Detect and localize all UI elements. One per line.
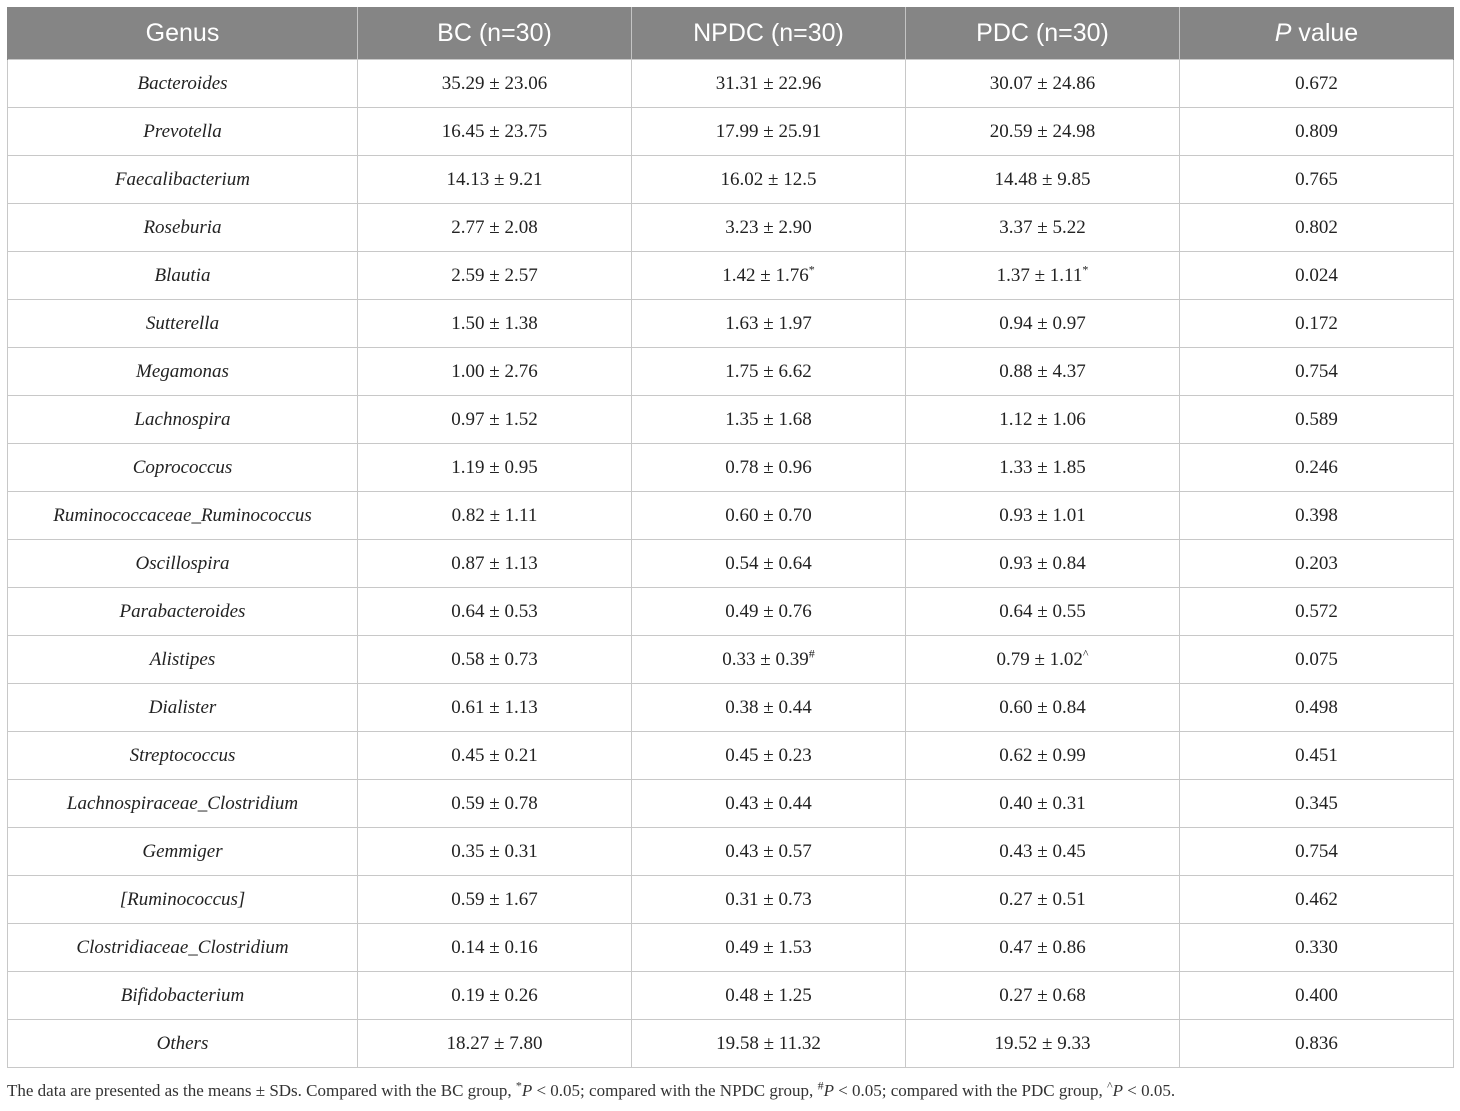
cell-p-value [1180,588,1454,636]
significance-mark: * [808,262,815,277]
cell-npdc-value: 0.49 ± 1.53 [725,936,812,958]
cell-bc-value: 0.45 ± 0.21 [451,744,538,766]
footnote-text-3: < 0.05; compared with the PDC group, [833,1081,1108,1100]
cell-pdc [906,732,1180,780]
cell-bc [358,60,632,108]
cell-npdc-value: 1.63 ± 1.97 [725,312,812,334]
cell-p-value-value: 0.075 [1295,648,1338,670]
cell-bc [358,348,632,396]
cell-p-value-value: 0.836 [1295,1032,1338,1054]
cell-genus-value: Parabacteroides [119,600,246,622]
cell-p-value-value: 0.330 [1295,936,1338,958]
cell-npdc-value: 19.58 ± 11.32 [716,1032,821,1054]
cell-npdc [632,732,906,780]
cell-genus [8,876,358,924]
cell-bc-value: 1.19 ± 0.95 [451,456,538,478]
cell-p-value-value: 0.672 [1295,72,1338,94]
cell-p-value [1180,972,1454,1020]
cell-p-value [1180,252,1454,300]
cell-genus [8,252,358,300]
cell-genus [8,348,358,396]
cell-genus-value: Faecalibacterium [114,168,251,190]
cell-bc-value: 0.82 ± 1.11 [451,504,538,526]
cell-genus-value: Lachnospiraceae_Clostridium [66,792,299,814]
cell-p-value [1180,396,1454,444]
cell-npdc [632,108,906,156]
cell-pdc [906,972,1180,1020]
cell-bc [358,540,632,588]
footnote-p-2: P [823,1081,834,1100]
cell-npdc [632,492,906,540]
cell-genus [8,540,358,588]
cell-pdc [906,348,1180,396]
table-row [8,444,1454,492]
cell-genus [8,1020,358,1068]
table-row [8,924,1454,972]
table-row [8,156,1454,204]
cell-pdc [906,156,1180,204]
cell-pdc [906,540,1180,588]
table-row [8,540,1454,588]
cell-bc [358,204,632,252]
cell-pdc-value: 1.12 ± 1.06 [999,408,1086,430]
cell-p-value-value: 0.024 [1295,264,1338,286]
cell-pdc-value: 0.62 ± 0.99 [999,744,1086,766]
table-row [8,780,1454,828]
table-row [8,684,1454,732]
cell-p-value-value: 0.345 [1295,792,1338,814]
cell-npdc-value: 0.31 ± 0.73 [725,888,812,910]
table-row [8,828,1454,876]
cell-pdc [906,252,1180,300]
cell-npdc [632,444,906,492]
cell-pdc-value: 0.88 ± 4.37 [999,360,1086,382]
cell-bc-value: 0.87 ± 1.13 [451,552,538,574]
cell-p-value [1180,876,1454,924]
cell-bc [358,636,632,684]
cell-p-value-value: 0.754 [1295,360,1338,382]
cell-p-value [1180,156,1454,204]
cell-bc-value: 16.45 ± 23.75 [441,120,548,142]
cell-pdc-value: 14.48 ± 9.85 [994,168,1091,190]
cell-bc [358,156,632,204]
table-row [8,348,1454,396]
table-footnote [7,1078,1176,1101]
cell-pdc-value: 3.37 ± 5.22 [999,216,1086,238]
cell-bc-value: 0.14 ± 0.16 [451,936,538,958]
cell-pdc-value: 1.33 ± 1.85 [999,456,1086,478]
cell-p-value-value: 0.765 [1295,168,1338,190]
cell-bc-value: 2.77 ± 2.08 [451,216,538,238]
cell-npdc [632,396,906,444]
cell-bc-value: 0.19 ± 0.26 [451,984,538,1006]
cell-npdc [632,252,906,300]
cell-p-value-value: 0.400 [1295,984,1338,1006]
table-row [8,300,1454,348]
cell-bc-value: 1.00 ± 2.76 [451,360,538,382]
cell-bc [358,444,632,492]
cell-pdc [906,780,1180,828]
cell-npdc [632,924,906,972]
cell-genus [8,444,358,492]
cell-genus [8,60,358,108]
cell-genus [8,732,358,780]
table-row [8,108,1454,156]
cell-p-value-value: 0.809 [1295,120,1338,142]
cell-pdc-value: 0.43 ± 0.45 [999,840,1086,862]
header-p-rest: value [1291,18,1359,47]
cell-pdc [906,924,1180,972]
cell-genus [8,492,358,540]
cell-npdc-value: 0.49 ± 0.76 [725,600,812,622]
cell-p-value [1180,492,1454,540]
cell-genus [8,636,358,684]
header-p-letter: P [1274,18,1292,47]
cell-bc-value: 0.58 ± 0.73 [451,648,538,670]
cell-genus-value: Alistipes [149,648,216,670]
cell-npdc [632,204,906,252]
cell-bc-value: 0.59 ± 1.67 [451,888,538,910]
cell-pdc [906,828,1180,876]
significance-mark: # [808,646,815,661]
cell-npdc [632,1020,906,1068]
cell-npdc-value: 0.38 ± 0.44 [725,696,812,718]
table-row [8,60,1454,108]
cell-pdc-value: 0.60 ± 0.84 [999,696,1086,718]
cell-bc [358,684,632,732]
cell-genus-value: Sutterella [145,312,220,334]
footnote-mark-1: * [515,1078,522,1093]
cell-p-value [1180,300,1454,348]
table-row [8,492,1454,540]
cell-bc [358,252,632,300]
cell-p-value-value: 0.246 [1295,456,1338,478]
cell-pdc-value: 0.40 ± 0.31 [999,792,1086,814]
cell-bc-value: 2.59 ± 2.57 [451,264,538,286]
cell-genus [8,156,358,204]
cell-npdc [632,828,906,876]
cell-bc-value: 35.29 ± 23.06 [441,72,548,94]
significance-mark: * [1082,262,1089,277]
cell-npdc-value: 31.31 ± 22.96 [715,72,822,94]
cell-pdc-value: 1.37 ± 1.11 [996,264,1083,286]
cell-bc [358,732,632,780]
cell-npdc [632,684,906,732]
cell-genus [8,108,358,156]
cell-genus-value: Gemmiger [142,840,223,862]
cell-genus-value: Bacteroides [137,72,228,94]
cell-npdc [632,588,906,636]
cell-bc-value: 14.13 ± 9.21 [446,168,543,190]
table-row [8,1020,1454,1068]
cell-genus-value: Blautia [154,264,211,286]
cell-npdc [632,60,906,108]
header-p-value [1180,7,1454,60]
cell-pdc-value: 0.47 ± 0.86 [999,936,1086,958]
cell-bc-value: 1.50 ± 1.38 [451,312,538,334]
cell-pdc-value: 0.64 ± 0.55 [999,600,1086,622]
cell-bc [358,924,632,972]
table-row [8,204,1454,252]
cell-genus-value: Coprococcus [132,456,233,478]
cell-genus [8,300,358,348]
cell-npdc [632,156,906,204]
cell-npdc-value: 0.48 ± 1.25 [725,984,812,1006]
cell-genus [8,828,358,876]
footnote-text-2: < 0.05; compared with the NPDC group, [532,1081,818,1100]
cell-p-value [1180,924,1454,972]
cell-genus-value: Ruminococcaceae_Ruminococcus [53,504,312,526]
cell-bc-value: 18.27 ± 7.80 [446,1032,543,1054]
cell-p-value-value: 0.203 [1295,552,1338,574]
cell-npdc-value: 17.99 ± 25.91 [715,120,822,142]
cell-bc [358,588,632,636]
cell-p-value [1180,348,1454,396]
cell-bc [358,876,632,924]
cell-pdc [906,204,1180,252]
cell-p-value-value: 0.754 [1295,840,1338,862]
cell-npdc [632,348,906,396]
cell-npdc [632,972,906,1020]
cell-p-value [1180,828,1454,876]
cell-bc-value: 0.61 ± 1.13 [451,696,538,718]
cell-pdc [906,396,1180,444]
cell-pdc-value: 19.52 ± 9.33 [994,1032,1091,1054]
cell-genus [8,924,358,972]
cell-bc [358,300,632,348]
cell-genus-value: Dialister [148,696,217,718]
cell-npdc [632,636,906,684]
footnote-mark-3: ^ [1107,1078,1113,1093]
cell-genus-value: Lachnospira [134,408,231,430]
cell-bc-value: 0.35 ± 0.31 [451,840,538,862]
cell-npdc-value: 1.35 ± 1.68 [725,408,812,430]
cell-bc-value: 0.64 ± 0.53 [451,600,538,622]
cell-genus-value: Oscillospira [135,552,230,574]
cell-p-value [1180,684,1454,732]
cell-genus [8,588,358,636]
cell-bc [358,1020,632,1068]
cell-genus-value: Streptococcus [129,744,236,766]
cell-genus-value: Others [156,1032,209,1054]
cell-npdc [632,876,906,924]
footnote-text-4: < 0.05. [1123,1081,1176,1100]
cell-genus-value: [Ruminococcus] [119,888,246,910]
cell-bc [358,108,632,156]
table-body [8,60,1454,1068]
cell-p-value-value: 0.172 [1295,312,1338,334]
cell-npdc-value: 0.54 ± 0.64 [725,552,812,574]
cell-p-value [1180,204,1454,252]
cell-p-value [1180,1020,1454,1068]
cell-genus [8,780,358,828]
cell-bc [358,396,632,444]
cell-npdc [632,300,906,348]
cell-npdc-value: 0.45 ± 0.23 [725,744,812,766]
cell-p-value-value: 0.572 [1295,600,1338,622]
cell-genus-value: Clostridiaceae_Clostridium [76,936,289,958]
cell-p-value [1180,636,1454,684]
cell-p-value [1180,780,1454,828]
header-npdc: NPDC (n=30) [632,7,906,60]
cell-npdc-value: 1.75 ± 6.62 [725,360,812,382]
cell-genus [8,396,358,444]
cell-pdc-value: 0.79 ± 1.02 [996,648,1083,670]
header-pdc: PDC (n=30) [906,7,1180,60]
cell-bc [358,828,632,876]
cell-genus-value: Megamonas [136,360,229,382]
cell-npdc-value: 0.60 ± 0.70 [725,504,812,526]
cell-pdc-value: 20.59 ± 24.98 [989,120,1096,142]
cell-npdc-value: 0.43 ± 0.44 [725,792,812,814]
cell-pdc [906,876,1180,924]
cell-p-value-value: 0.498 [1295,696,1338,718]
cell-genus [8,972,358,1020]
cell-p-value [1180,540,1454,588]
cell-pdc-value: 0.94 ± 0.97 [999,312,1086,334]
cell-pdc [906,492,1180,540]
cell-pdc-value: 0.93 ± 1.01 [999,504,1086,526]
cell-p-value-value: 0.462 [1295,888,1338,910]
cell-genus-value: Prevotella [143,120,222,142]
header-bc: BC (n=30) [358,7,632,60]
footnote-text-1: The data are presented as the means ± SDs. Compared with the BC group, [7,1081,516,1100]
cell-npdc [632,780,906,828]
cell-p-value-value: 0.451 [1295,744,1338,766]
genus-abundance-table [7,7,1454,1068]
cell-npdc-value: 3.23 ± 2.90 [725,216,812,238]
cell-pdc-value: 30.07 ± 24.86 [989,72,1096,94]
significance-mark: ^ [1082,646,1089,661]
cell-npdc-value: 1.42 ± 1.76 [722,264,809,286]
cell-p-value [1180,60,1454,108]
table-row [8,972,1454,1020]
table-row [8,588,1454,636]
cell-genus-value: Bifidobacterium [120,984,245,1006]
cell-p-value [1180,444,1454,492]
cell-genus-value: Roseburia [143,216,222,238]
footnote-p-3: P [1112,1081,1124,1100]
cell-bc-value: 0.97 ± 1.52 [451,408,538,430]
cell-npdc-value: 16.02 ± 12.5 [720,168,817,190]
cell-pdc [906,684,1180,732]
cell-pdc [906,444,1180,492]
cell-pdc [906,588,1180,636]
header-row [8,7,1454,60]
footnote-mark-2: # [817,1078,824,1093]
cell-pdc-value: 0.27 ± 0.51 [999,888,1086,910]
cell-genus [8,684,358,732]
cell-pdc [906,60,1180,108]
cell-p-value-value: 0.802 [1295,216,1338,238]
table-row [8,396,1454,444]
table-row [8,636,1454,684]
cell-bc [358,780,632,828]
cell-pdc [906,1020,1180,1068]
table-row [8,252,1454,300]
cell-bc [358,492,632,540]
cell-npdc-value: 0.78 ± 0.96 [725,456,812,478]
cell-p-value-value: 0.589 [1295,408,1338,430]
cell-npdc [632,540,906,588]
cell-p-value [1180,732,1454,780]
cell-npdc-value: 0.33 ± 0.39 [722,648,809,670]
cell-genus [8,204,358,252]
table-row [8,876,1454,924]
cell-p-value-value: 0.398 [1295,504,1338,526]
cell-pdc [906,636,1180,684]
footnote-p-1: P [521,1081,533,1100]
cell-p-value [1180,108,1454,156]
table-row [8,732,1454,780]
cell-pdc-value: 0.93 ± 0.84 [999,552,1086,574]
header-genus: Genus [8,7,358,60]
cell-bc [358,972,632,1020]
cell-pdc [906,300,1180,348]
cell-pdc-value: 0.27 ± 0.68 [999,984,1086,1006]
cell-npdc-value: 0.43 ± 0.57 [725,840,812,862]
cell-bc-value: 0.59 ± 0.78 [451,792,538,814]
cell-pdc [906,108,1180,156]
